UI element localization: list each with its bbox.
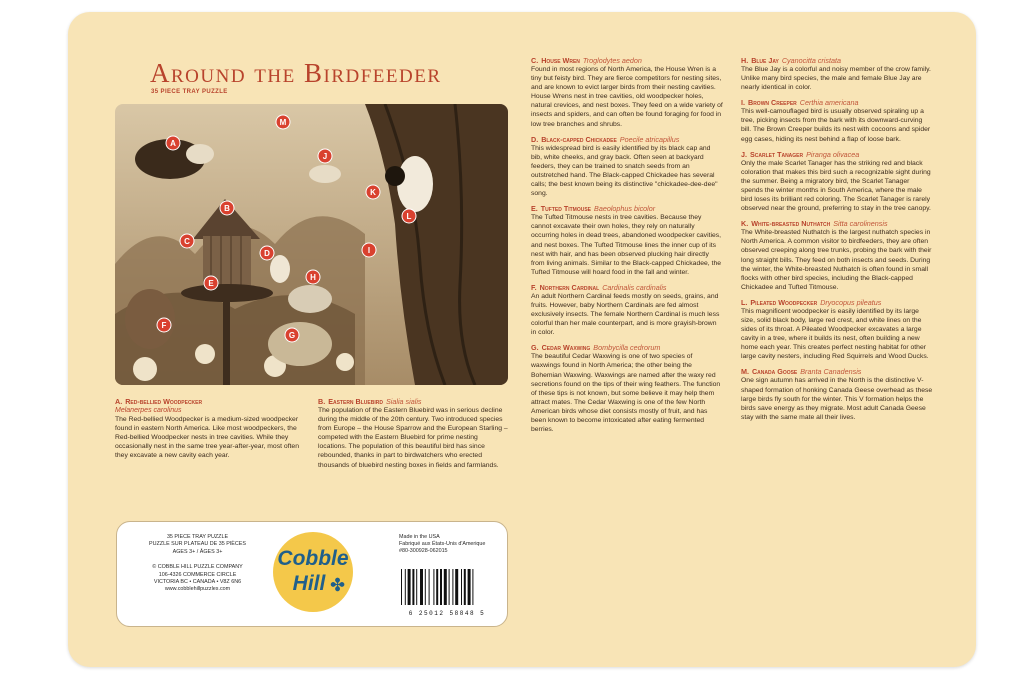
bird-common-name: Red-bellied Woodpecker bbox=[125, 397, 203, 406]
bird-entry-heading bbox=[531, 135, 723, 144]
bird-entry-heading bbox=[531, 204, 723, 213]
bird-scientific-name: Sitta carolinensis bbox=[833, 219, 888, 229]
bird-scientific-name: Baeolophus bicolor bbox=[594, 204, 656, 214]
marker-label: G bbox=[288, 331, 296, 340]
marker-label: L bbox=[406, 212, 412, 221]
marker-d[interactable] bbox=[260, 246, 274, 260]
bird-description: This magnificent woodpecker is easily identified by its large size, solid black body, large red crest, and white lines on the sides of its throat. A Pileated Woodpecker excavates a large cavity in a tree, where it builds its nest, often building a new home each year. This creates perfect nesting habitat for other large cavity nesters, including Red Squirrels and Wood Ducks. bbox=[741, 307, 929, 361]
bird-scientific-name: Troglodytes aedon bbox=[582, 56, 642, 65]
bird-entry-heading bbox=[741, 150, 933, 159]
bird-letter: K. bbox=[741, 219, 749, 229]
bird-entry bbox=[531, 56, 723, 129]
birdfeeder-illustration bbox=[115, 104, 508, 385]
bird-description: The Blue Jay is a colorful and noisy member of the crow family. Unlike many bird species, the male and female Blue Jay are nearly identical in color. bbox=[741, 66, 931, 92]
bird-scientific-name: Branta Canadensis bbox=[800, 367, 862, 377]
bird-letter: A. bbox=[115, 397, 123, 406]
marker-label: C bbox=[184, 237, 190, 246]
bird-common-name: White-breasted Nuthatch bbox=[751, 219, 831, 229]
marker-label: I bbox=[367, 246, 371, 255]
bird-letter: E. bbox=[531, 204, 538, 214]
bird-entry-heading bbox=[531, 283, 723, 292]
bird-description: Only the male Scarlet Tanager has the striking red and black coloration that makes this bird such a recognizable sight during the summer. Being a migratory bird, the Scarlet Tanager spends the winter months in South America, where the male bird loses its brilliant red coloring. The Scarlet Tanager is rarely observed near the ground, preferring to stay in the tree canopy. bbox=[741, 159, 931, 213]
bird-entry bbox=[741, 367, 933, 421]
text-column-3 bbox=[531, 56, 723, 440]
marker-label: F bbox=[161, 321, 167, 330]
bird-common-name: Northern Cardinal bbox=[539, 282, 600, 292]
marker-a[interactable] bbox=[166, 136, 180, 150]
made-in-text: Made in the USA bbox=[399, 534, 440, 540]
bird-entry-heading bbox=[741, 367, 933, 376]
bird-description: This widespread bird is easily identified by its black cap and bib, white cheeks, and gray back. Often seen at backyard feeders, they can be trained to snatch seeds from an outstretched hand. The Black-capped Chickadee has several calls; the best known being its distinctive "chickadee-dee-dee" song. bbox=[531, 144, 718, 198]
text-column-4 bbox=[741, 56, 933, 428]
bird-entry bbox=[318, 397, 508, 470]
bird-scientific-name: Dryocopus pileatus bbox=[820, 297, 882, 307]
bird-letter: D. bbox=[531, 134, 539, 144]
bird-scientific-name: Bombycilla cedrorum bbox=[593, 343, 661, 353]
made-in-text: Fabriqué aux États-Unis d'Amerique bbox=[399, 541, 486, 548]
sku-text: #80-300928-062015 bbox=[399, 548, 448, 555]
marker-l[interactable] bbox=[402, 209, 416, 223]
bird-entry bbox=[741, 98, 933, 143]
bird-entry-heading bbox=[741, 98, 933, 107]
bird-entry-heading bbox=[741, 298, 933, 307]
bird-entry-heading bbox=[318, 397, 508, 406]
bird-entry-heading bbox=[741, 56, 933, 65]
bird-entry bbox=[741, 219, 933, 292]
bird-entry-heading bbox=[741, 219, 933, 228]
bird-description: The beautiful Cedar Waxwing is one of two species of waxwings found in North America; the other being the Bohemian Waxwing. Waxwings are named after the waxy red secretions found on the tips of their wing feathers. The function of these tips is not known, but some believe it may help them attract mates. The Cedar Waxwing is one of the few North American birds whose diet consists mostly of fruit, and has been known to become intoxicated after eating fermented berries. bbox=[531, 353, 721, 434]
bird-letter: F. bbox=[531, 282, 537, 292]
bird-entry-heading bbox=[531, 56, 723, 65]
bird-description: The Tufted Titmouse nests in tree cavities. Because they cannot excavate their own holes, they rely on naturally occurring holes in dead trees, abandoned woodpecker cavities, and nest boxes. The Tufted Titmouse lines the inner cup of its nest with hair, and has been observed plucking hair directly from living animals. Similar to the Black-capped Chickadee, the Tufted Titmouse will hoard food in the fall and winter. bbox=[531, 214, 722, 276]
bird-common-name: Brown Creeper bbox=[748, 98, 797, 108]
label-line: AGES 3+ / ÂGES 3+ bbox=[172, 548, 223, 555]
marker-label: H bbox=[310, 273, 316, 282]
bird-scientific-name: Certhia americana bbox=[799, 98, 859, 108]
puzzle-piece-icon: ✤ bbox=[330, 575, 346, 595]
logo-text: Cobble bbox=[277, 547, 349, 570]
label-website: www.cobblehillpuzzles.com bbox=[164, 586, 231, 593]
bird-common-name: Scarlet Tanager bbox=[750, 149, 804, 159]
barcode-number: 6 25012 58848 5 bbox=[408, 610, 486, 617]
bird-description: The Red-bellied Woodpecker is a medium-sized woodpecker found in eastern North America. Like most woodpeckers, the Red-bellied Woodpecker nests in tree cavities. While they occasionally nest in the same tree year-after-year, most often they excavate a new cavity each year. bbox=[115, 416, 299, 460]
bird-entry bbox=[741, 56, 933, 92]
bird-common-name: Blue Jay bbox=[751, 56, 779, 65]
barcode bbox=[397, 566, 493, 612]
bird-letter: C. bbox=[531, 56, 539, 65]
bird-common-name: Eastern Bluebird bbox=[328, 397, 383, 406]
marker-label: J bbox=[322, 152, 328, 161]
bird-entry bbox=[531, 135, 723, 199]
bird-letter: M. bbox=[741, 367, 749, 377]
marker-h[interactable] bbox=[306, 270, 320, 284]
bird-scientific-name: Melanerpes carolinus bbox=[115, 407, 182, 414]
marker-m[interactable] bbox=[276, 115, 290, 129]
marker-label: K bbox=[370, 188, 376, 197]
bird-common-name: Cedar Waxwing bbox=[541, 343, 591, 353]
bird-letter: I. bbox=[741, 98, 745, 108]
bird-scientific-name: Sialia sialis bbox=[385, 397, 422, 406]
bird-common-name: Canada Goose bbox=[751, 367, 798, 377]
text-column-1 bbox=[115, 397, 302, 466]
bird-description: This well-camouflaged bird is usually observed spiraling up a tree, picking insects from the bark with its downward-curving bill. The Brown Creeper builds its nest with cocoons and spider egg cases, hiding its nest behind a flap of loose bark. bbox=[741, 108, 931, 143]
marker-f[interactable] bbox=[157, 318, 171, 332]
bird-letter: H. bbox=[741, 56, 749, 65]
label-address: VICTORIA BC • CANADA • V8Z 6N6 bbox=[153, 579, 242, 586]
bird-description: Found in most regions of North America, the House Wren is a tiny but feisty bird. They are fierce competitors for nesting sites, and are known to evict larger birds from their nesting cavities. House Wrens nest in tree cavities, old woodpecker holes, natural crevices, and nest boxes. They feed on a wide variety of insects and spiders, and can often be found foraging for food in low tree branches and shrubs. bbox=[531, 66, 723, 128]
bird-description: The population of the Eastern Bluebird was in serious decline during the middle of the 20th century. Two introduced species from Europe – the House Sparrow and the European Starling – competed with the Eastern Bluebird for prime nesting locations. The population of this beautiful bird has since rebounded, thanks in part to birdwatchers who erected thousands of bluebird nesting boxes in fields and farmlands. bbox=[318, 407, 508, 469]
bird-common-name: House Wren bbox=[541, 56, 580, 65]
bird-entry bbox=[531, 204, 723, 277]
product-label bbox=[116, 521, 508, 627]
marker-j[interactable] bbox=[318, 149, 332, 163]
label-line: PUZZLE SUR PLATEAU DE 35 PIÈCES bbox=[149, 541, 246, 548]
bird-common-name: Pileated Woodpecker bbox=[750, 297, 818, 307]
label-address: 106-4326 COMMERCE CIRCLE bbox=[158, 571, 237, 578]
label-origin bbox=[399, 534, 499, 556]
marker-b[interactable] bbox=[220, 201, 234, 215]
marker-label: E bbox=[208, 279, 214, 288]
bird-scientific-name: Cyanocitta cristata bbox=[781, 56, 841, 65]
page-title: Around the Birdfeeder bbox=[150, 58, 442, 88]
bird-scientific-name: Piranga olivacea bbox=[806, 149, 860, 159]
bird-common-name: Black-capped Chickadee bbox=[541, 134, 617, 144]
marker-label: D bbox=[264, 249, 270, 258]
bird-scientific-name: Poecile atricapillus bbox=[619, 134, 680, 144]
page-subtitle: 35 PIECE TRAY PUZZLE bbox=[151, 89, 228, 95]
label-line: 35 PIECE TRAY PUZZLE bbox=[166, 534, 229, 540]
logo-text: Hill bbox=[292, 572, 326, 595]
marker-label: M bbox=[279, 118, 287, 127]
bird-entry bbox=[741, 150, 933, 214]
marker-e[interactable] bbox=[204, 276, 218, 290]
bird-description: The White-breasted Nuthatch is the largest nuthatch species in North America. A common visitor to birdfeeders, they are often observed creeping along tree trunks, probing the bark with their long straight bills. They feed on both insects and seeds. During the winter, the White-breasted Nuthatch is often found in small flocks with other bird species, including the Black-capped Chickadee and Tufted Titmouse. bbox=[741, 229, 932, 291]
label-address: © COBBLE HILL PUZZLE COMPANY bbox=[152, 564, 243, 571]
text-column-2 bbox=[318, 397, 508, 476]
bird-entry bbox=[531, 343, 723, 434]
bird-description: An adult Northern Cardinal feeds mostly on seeds, grains, and fruits. However, baby Northern Cardinals are fed almost exclusively insects. The female Northern Cardinal is much less colorful than her male counterpart, and is more grayish-brown in color. bbox=[531, 292, 720, 337]
cobble-hill-logo bbox=[273, 532, 353, 612]
marker-label: B bbox=[224, 204, 230, 213]
marker-c[interactable] bbox=[180, 234, 194, 248]
marker-g[interactable] bbox=[285, 328, 299, 342]
bird-common-name: Tufted Titmouse bbox=[540, 204, 592, 214]
marker-label: A bbox=[170, 139, 176, 148]
bird-entry bbox=[531, 283, 723, 337]
marker-k[interactable] bbox=[366, 185, 380, 199]
marker-i[interactable] bbox=[362, 243, 376, 257]
bird-letter: B. bbox=[318, 397, 326, 406]
bird-letter: G. bbox=[531, 343, 539, 353]
bird-entry-heading bbox=[531, 343, 723, 352]
bird-description: One sign autumn has arrived in the North is the distinctive V-shaped formation of honking Canada Geese overhead as these large birds fly south for the winter. This V formation helps the birds save energy as they migrate. Most adult Canada Geese stay with the same mate all their lives. bbox=[741, 377, 933, 421]
bird-entry-heading bbox=[115, 397, 302, 406]
bird-entry bbox=[741, 298, 933, 362]
label-product-info bbox=[135, 534, 260, 594]
bird-scientific-name: Cardinalis cardinalis bbox=[602, 282, 667, 292]
bird-letter: L. bbox=[741, 297, 748, 307]
bird-entry bbox=[115, 397, 302, 460]
bird-letter: J. bbox=[741, 149, 747, 159]
